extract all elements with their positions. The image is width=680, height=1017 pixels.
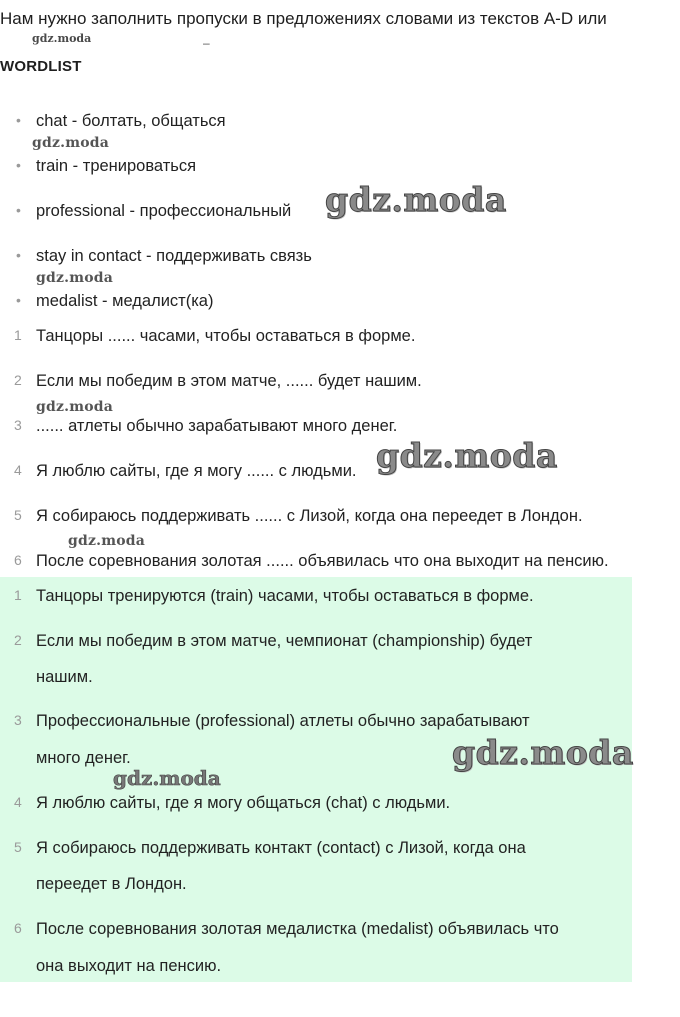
watermark-logo: gdz.moda (452, 733, 634, 772)
item-number: 2 (14, 372, 22, 388)
answer-line: переедет в Лондон. (36, 875, 187, 893)
wordlist-item-text: chat - болтать, общаться (36, 112, 226, 130)
watermark-logo: gdz.moda (36, 270, 114, 286)
wordlist-item-text: professional - профессиональный (36, 202, 292, 220)
item-number: 4 (14, 462, 22, 478)
watermark-logo: gdz.moda (32, 135, 110, 151)
watermark-logo: gdz.moda (36, 399, 114, 415)
watermark-logo: gdz.moda (68, 533, 146, 549)
item-number: 3 (14, 417, 22, 433)
answer-line: много денег. (36, 749, 131, 767)
answer-line: Танцоры тренируются (train) часами, чтобы оставаться в форме. (36, 587, 534, 605)
bullet-icon: • (16, 292, 21, 308)
item-text: Я люблю сайты, где я могу ...... с людьми. (36, 462, 357, 480)
watermark-logo: gdz.moda (32, 32, 92, 45)
answer-line: Я собираюсь поддерживать контакт (contact) с Лизой, когда она (36, 839, 526, 857)
intro-text: Нам нужно заполнить пропуски в предложениях словами из текстов A-D или (0, 9, 607, 28)
item-number: 2 (14, 632, 22, 648)
wordlist-item-text: medalist - медалист(ка) (36, 292, 214, 310)
bullet-icon: • (16, 247, 21, 263)
item-number: 5 (14, 507, 22, 523)
answer-line: нашим. (36, 668, 93, 686)
answer-line: Профессиональные (professional) атлеты обычно зарабатывают (36, 712, 530, 730)
watermark-logo: gdz.moda (325, 180, 507, 219)
item-number: 3 (14, 712, 22, 728)
bullet-icon: • (16, 202, 21, 218)
watermark-logo: gdz.moda (376, 436, 558, 475)
wordlist-item-text: stay in contact - поддерживать связь (36, 247, 312, 265)
item-number: 1 (14, 587, 22, 603)
bullet-icon: • (16, 157, 21, 173)
answer-line: Если мы победим в этом матче, чемпионат (championship) будет (36, 632, 533, 650)
item-text: ...... атлеты обычно зарабатывают много денег. (36, 417, 398, 435)
bullet-icon: • (16, 112, 21, 128)
wordlist-item-text: train - тренироваться (36, 157, 197, 175)
item-number: 5 (14, 839, 22, 855)
item-number: 6 (14, 920, 22, 936)
item-text: Если мы победим в этом матче, ...... будет нашим. (36, 372, 422, 390)
watermark-logo: gdz.moda (113, 766, 221, 790)
item-text: Я собираюсь поддерживать ...... с Лизой, когда она переедет в Лондон. (36, 507, 583, 525)
answer-line: она выходит на пенсию. (36, 957, 222, 975)
item-number: 1 (14, 327, 22, 343)
item-number: 4 (14, 794, 22, 810)
wordlist-heading: WORDLIST (0, 58, 82, 75)
item-text: После соревнования золотая ...... объявилась что она выходит на пенсию. (36, 552, 609, 570)
answer-line: Я люблю сайты, где я могу общаться (chat) с людьми. (36, 794, 451, 812)
answer-line: После соревнования золотая медалистка (medalist) объявилась что (36, 920, 559, 938)
item-number: 6 (14, 552, 22, 568)
item-text: Танцоры ...... часами, чтобы оставаться в форме. (36, 327, 416, 345)
intro-dash: – (203, 36, 210, 50)
